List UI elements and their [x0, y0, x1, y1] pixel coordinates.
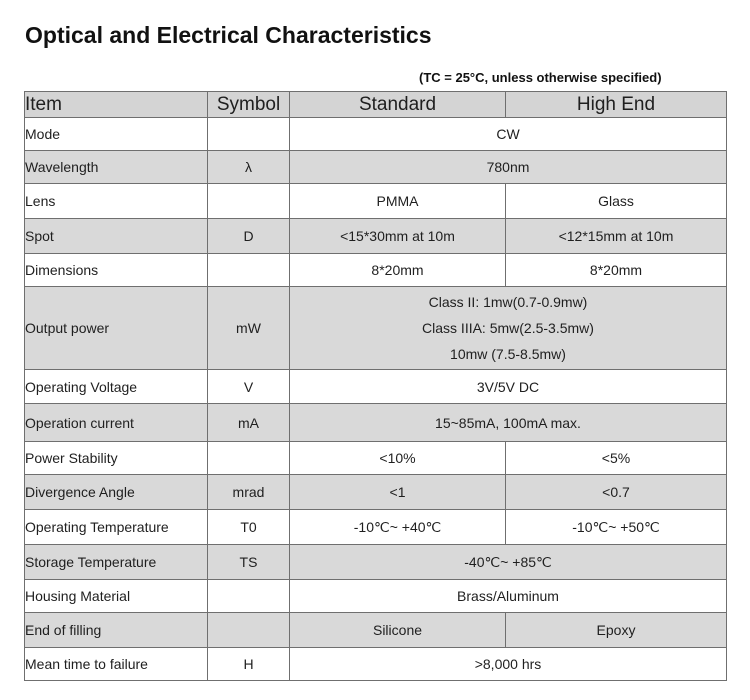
page-title: Optical and Electrical Characteristics	[25, 22, 432, 48]
row-symbol	[208, 613, 290, 648]
table-row	[25, 219, 727, 254]
row-standard-value: <1	[290, 475, 506, 510]
row-standard-value: Silicone	[290, 613, 506, 648]
row-symbol: V	[208, 370, 290, 404]
row-symbol	[208, 254, 290, 287]
row-value: -40℃~ +85℃	[290, 545, 727, 580]
row-value: 3V/5V DC	[290, 370, 727, 404]
characteristics-table	[24, 91, 727, 681]
row-symbol	[208, 184, 290, 219]
row-symbol: T0	[208, 510, 290, 545]
row-item-label: Operation current	[25, 404, 208, 442]
row-standard-value: PMMA	[290, 184, 506, 219]
row-symbol: mW	[208, 287, 290, 370]
row-value: CW	[290, 118, 727, 151]
row-item-label: End of filling	[25, 613, 208, 648]
table-row	[25, 510, 727, 545]
row-value: Brass/Aluminum	[290, 580, 727, 613]
row-symbol	[208, 442, 290, 475]
output-power-line: 10mw (7.5-8.5mw)	[450, 346, 566, 362]
row-item-label: Dimensions	[25, 254, 208, 287]
row-item-label: Operating Voltage	[25, 370, 208, 404]
table-row	[25, 151, 727, 184]
row-item-label: Divergence Angle	[25, 475, 208, 510]
row-item-label: Housing Material	[25, 580, 208, 613]
table-row	[25, 404, 727, 442]
row-symbol: λ	[208, 151, 290, 184]
table-row	[25, 648, 727, 681]
row-symbol: mrad	[208, 475, 290, 510]
row-symbol: H	[208, 648, 290, 681]
row-item-label: Power Stability	[25, 442, 208, 475]
row-standard-value: <10%	[290, 442, 506, 475]
header-standard: Standard	[290, 92, 506, 118]
output-power-line: Class II: 1mw(0.7-0.9mw)	[428, 294, 588, 310]
row-item-label: Mode	[25, 118, 208, 151]
table-row	[25, 580, 727, 613]
row-value	[290, 287, 727, 370]
row-symbol	[208, 580, 290, 613]
row-high-end-value: 8*20mm	[506, 254, 727, 287]
header-high-end: High End	[506, 92, 727, 118]
header-item: Item	[25, 92, 208, 118]
row-item-label: Lens	[25, 184, 208, 219]
row-symbol: TS	[208, 545, 290, 580]
table-row	[25, 118, 727, 151]
row-value: >8,000 hrs	[290, 648, 727, 681]
row-high-end-value: Glass	[506, 184, 727, 219]
row-value: 15~85mA, 100mA max.	[290, 404, 727, 442]
row-high-end-value: <5%	[506, 442, 727, 475]
header-symbol: Symbol	[208, 92, 290, 118]
row-high-end-value: <0.7	[506, 475, 727, 510]
row-standard-value: 8*20mm	[290, 254, 506, 287]
output-power-line: Class IIIA: 5mw(2.5-3.5mw)	[422, 320, 594, 336]
test-condition-note: (TC = 25°C, unless otherwise specified)	[419, 70, 662, 85]
row-item-label: Operating Temperature	[25, 510, 208, 545]
row-item-label: Storage Temperature	[25, 545, 208, 580]
row-symbol	[208, 118, 290, 151]
table-row	[25, 184, 727, 219]
table-row	[25, 287, 727, 370]
row-high-end-value: <12*15mm at 10m	[506, 219, 727, 254]
table-row	[25, 545, 727, 580]
row-high-end-value: Epoxy	[506, 613, 727, 648]
row-standard-value: <15*30mm at 10m	[290, 219, 506, 254]
table-row	[25, 254, 727, 287]
row-item-label: Mean time to failure	[25, 648, 208, 681]
row-symbol: D	[208, 219, 290, 254]
table-row	[25, 475, 727, 510]
row-high-end-value: -10℃~ +50℃	[506, 510, 727, 545]
row-item-label: Output power	[25, 287, 208, 370]
table-row	[25, 442, 727, 475]
table-row	[25, 370, 727, 404]
row-item-label: Spot	[25, 219, 208, 254]
row-symbol: mA	[208, 404, 290, 442]
row-value: 780nm	[290, 151, 727, 184]
row-item-label: Wavelength	[25, 151, 208, 184]
table-row	[25, 613, 727, 648]
table-header-row	[25, 92, 727, 118]
row-standard-value: -10℃~ +40℃	[290, 510, 506, 545]
